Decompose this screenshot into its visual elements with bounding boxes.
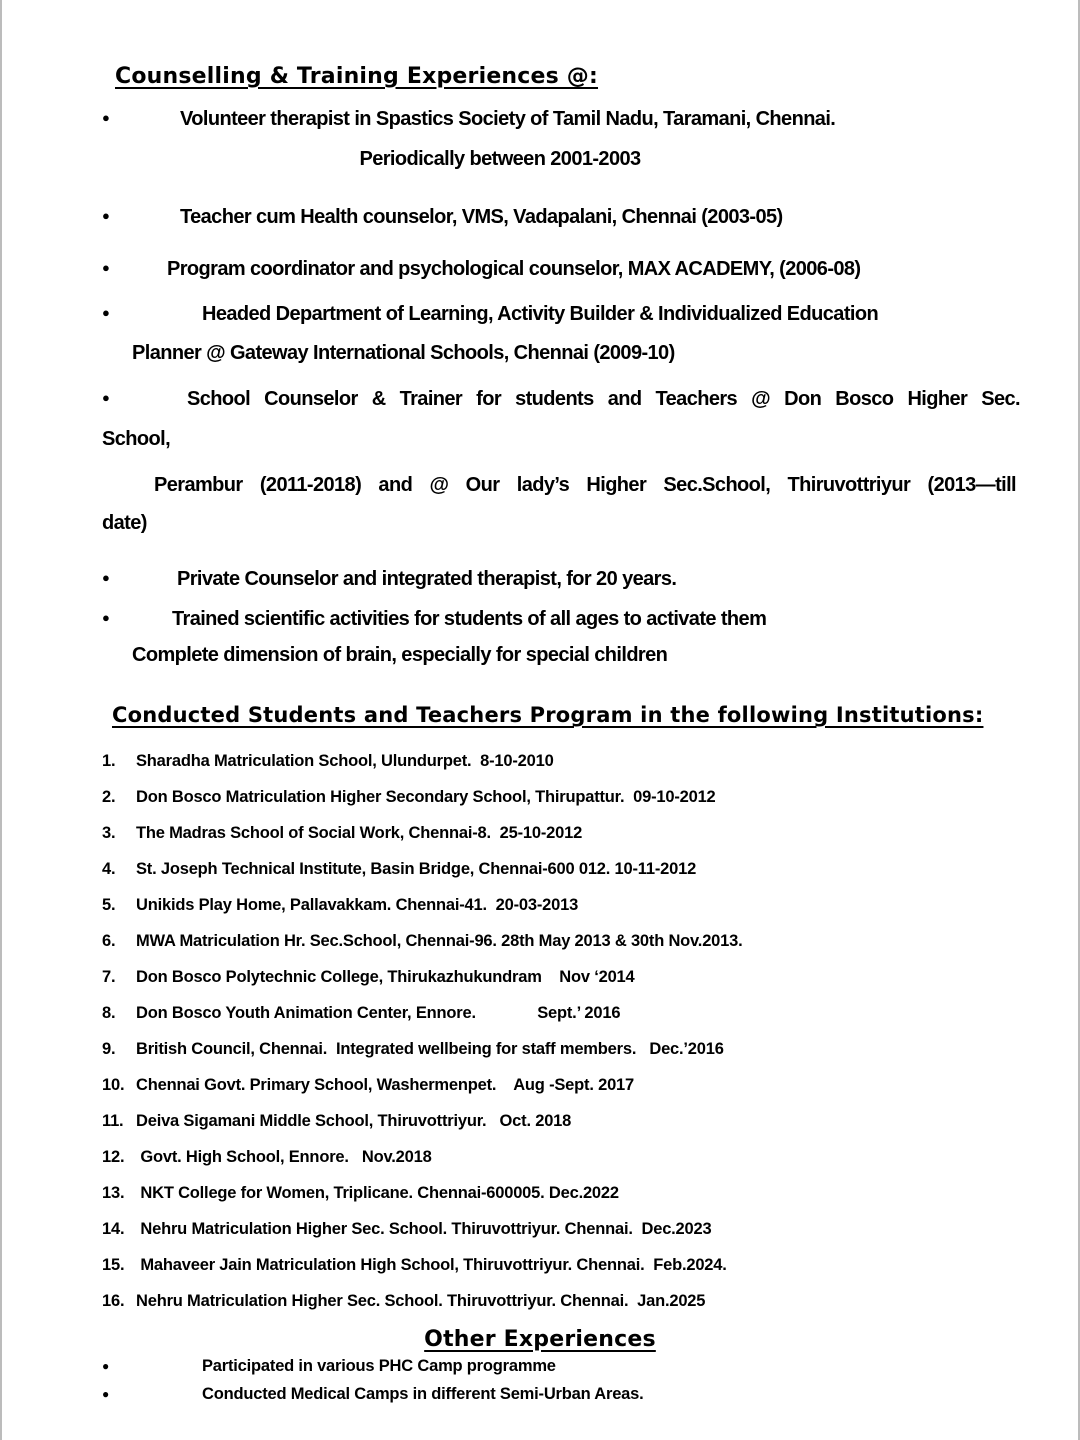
bullet-text: School Counselor & Trainer for students and Teachers @ Don Bosco Higher Sec. <box>187 388 1020 410</box>
item-text: Chennai Govt. Primary School, Washermenpet. Aug -Sept. 2017 <box>136 1076 634 1094</box>
item-text: St. Joseph Technical Institute, Basin Bridge, Chennai-600 012. 10-11-2012 <box>136 860 697 878</box>
bullet-text-continuation: Perambur (2011-2018) and @ Our lady’s Higher Sec.School, Thiruvottriyur (2013—till <box>154 474 1016 496</box>
list-item <box>102 1247 1078 1283</box>
bullet-text: Participated in various PHC Camp programme <box>202 1357 556 1375</box>
bullet-item-phc-camp <box>2 1352 1078 1380</box>
item-text: Don Bosco Polytechnic College, Thirukazhukundram Nov ‘2014 <box>136 968 635 986</box>
item-text: British Council, Chennai. Integrated wellbeing for staff members. Dec.’2016 <box>136 1040 724 1058</box>
list-item <box>102 887 1078 923</box>
bullet-text: Conducted Medical Camps in different Semi-Urban Areas. <box>202 1385 644 1403</box>
bullet-item-medical-camps <box>2 1380 1078 1408</box>
list-item <box>102 1067 1078 1103</box>
list-item <box>102 851 1078 887</box>
item-number: 11. <box>102 1112 124 1130</box>
item-number: 4. <box>102 860 116 878</box>
list-item <box>102 1031 1078 1067</box>
institutions-list <box>102 743 1078 1319</box>
item-text: Sharadha Matriculation School, Ulundurpet. 8-10-2010 <box>136 752 554 770</box>
item-number: 2. <box>102 788 116 806</box>
item-text: Don Bosco Matriculation Higher Secondary School, Thirupattur. 09-10-2012 <box>136 788 716 806</box>
section-title-counselling: Counselling & Training Experiences @: <box>115 64 599 89</box>
bullet-icon: ● <box>102 1359 110 1373</box>
item-number: 3. <box>102 824 116 842</box>
list-item <box>102 1139 1078 1175</box>
bullet-item-program <box>2 257 1078 281</box>
list-item <box>102 959 1078 995</box>
bullet-icon: ● <box>102 570 110 585</box>
bullet-icon: ● <box>102 1387 110 1401</box>
item-text: Nehru Matriculation Higher Sec. School. Thiruvottriyur. Chennai. Jan.2025 <box>136 1292 706 1310</box>
bullet-text: Private Counselor and integrated therapist, for 20 years. <box>177 568 677 590</box>
bullet-text: Headed Department of Learning, Activity Builder & Individualized Education <box>202 303 879 325</box>
list-item <box>102 923 1078 959</box>
other-experiences-list <box>2 1352 1078 1408</box>
item-text: Unikids Play Home, Pallavakkam. Chennai-41. 20-03-2013 <box>136 896 579 914</box>
list-item <box>102 779 1078 815</box>
bullet-item-volunteer <box>2 107 1078 131</box>
bullet-icon: ● <box>102 260 110 275</box>
item-text: Govt. High School, Ennore. Nov.2018 <box>136 1148 432 1166</box>
item-text: Deiva Sigamani Middle School, Thiruvottriyur. Oct. 2018 <box>136 1112 572 1130</box>
bullet-text: Teacher cum Health counselor, VMS, Vadapalani, Chennai (2003-05) <box>180 206 783 228</box>
list-item <box>102 743 1078 779</box>
item-text: The Madras School of Social Work, Chennai-8. 25-10-2012 <box>136 824 583 842</box>
bullet-item-teacher <box>2 205 1078 229</box>
bullet-text-continuation: date) <box>102 512 147 534</box>
item-text: Don Bosco Youth Animation Center, Ennore. Sept.’ 2016 <box>136 1004 621 1022</box>
item-number: 13. <box>102 1184 125 1202</box>
item-number: 15. <box>102 1256 125 1274</box>
bullet-text-continuation: School, <box>102 428 171 450</box>
list-item <box>102 1211 1078 1247</box>
bullet-text: Trained scientific activities for students of all ages to activate them <box>172 608 767 630</box>
list-item <box>102 1283 1078 1319</box>
section-title-other-experiences: Other Experiences <box>424 1327 656 1352</box>
bullet-icon: ● <box>102 110 110 125</box>
list-item <box>102 815 1078 851</box>
item-text: Mahaveer Jain Matriculation High School, Thiruvottriyur. Chennai. Feb.2024. <box>136 1256 727 1274</box>
item-number: 14. <box>102 1220 125 1238</box>
bullet-icon: ● <box>102 610 110 625</box>
counselling-list <box>2 107 1078 667</box>
item-number: 10. <box>102 1076 125 1094</box>
item-number: 7. <box>102 968 116 986</box>
list-item <box>102 1103 1078 1139</box>
bullet-text: Program coordinator and psychological counselor, MAX ACADEMY, (2006-08) <box>167 258 861 280</box>
bullet-text: Volunteer therapist in Spastics Society of Tamil Nadu, Taramani, Chennai. <box>180 108 836 130</box>
item-number: 1. <box>102 752 116 770</box>
bullet-text-continuation: Periodically between 2001-2003 <box>359 148 641 170</box>
item-number: 16. <box>102 1292 125 1310</box>
bullet-icon: ● <box>102 305 110 320</box>
bullet-icon: ● <box>102 208 110 223</box>
section-title-institutions: Conducted Students and Teachers Program in the following Institutions: <box>112 703 984 727</box>
bullet-item-headed <box>2 302 1078 326</box>
item-text: NKT College for Women, Triplicane. Chennai-600005. Dec.2022 <box>136 1184 619 1202</box>
item-number: 12. <box>102 1148 125 1166</box>
list-item <box>102 1175 1078 1211</box>
bullet-text-continuation: Complete dimension of brain, especially for special children <box>132 644 668 666</box>
bullet-item-school-counselor <box>2 387 1078 411</box>
item-number: 5. <box>102 896 116 914</box>
bullet-text-continuation: Planner @ Gateway International Schools, Chennai (2009-10) <box>132 342 675 364</box>
item-number: 8. <box>102 1004 116 1022</box>
item-number: 6. <box>102 932 116 950</box>
bullet-item-private-counselor <box>2 567 1078 591</box>
bullet-icon: ● <box>102 390 110 405</box>
item-text: MWA Matriculation Hr. Sec.School, Chennai-96. 28th May 2013 & 30th Nov.2013. <box>136 932 743 950</box>
bullet-item-trained <box>2 607 1078 631</box>
item-text: Nehru Matriculation Higher Sec. School. Thiruvottriyur. Chennai. Dec.2023 <box>136 1220 712 1238</box>
list-item <box>102 995 1078 1031</box>
item-number: 9. <box>102 1040 116 1058</box>
